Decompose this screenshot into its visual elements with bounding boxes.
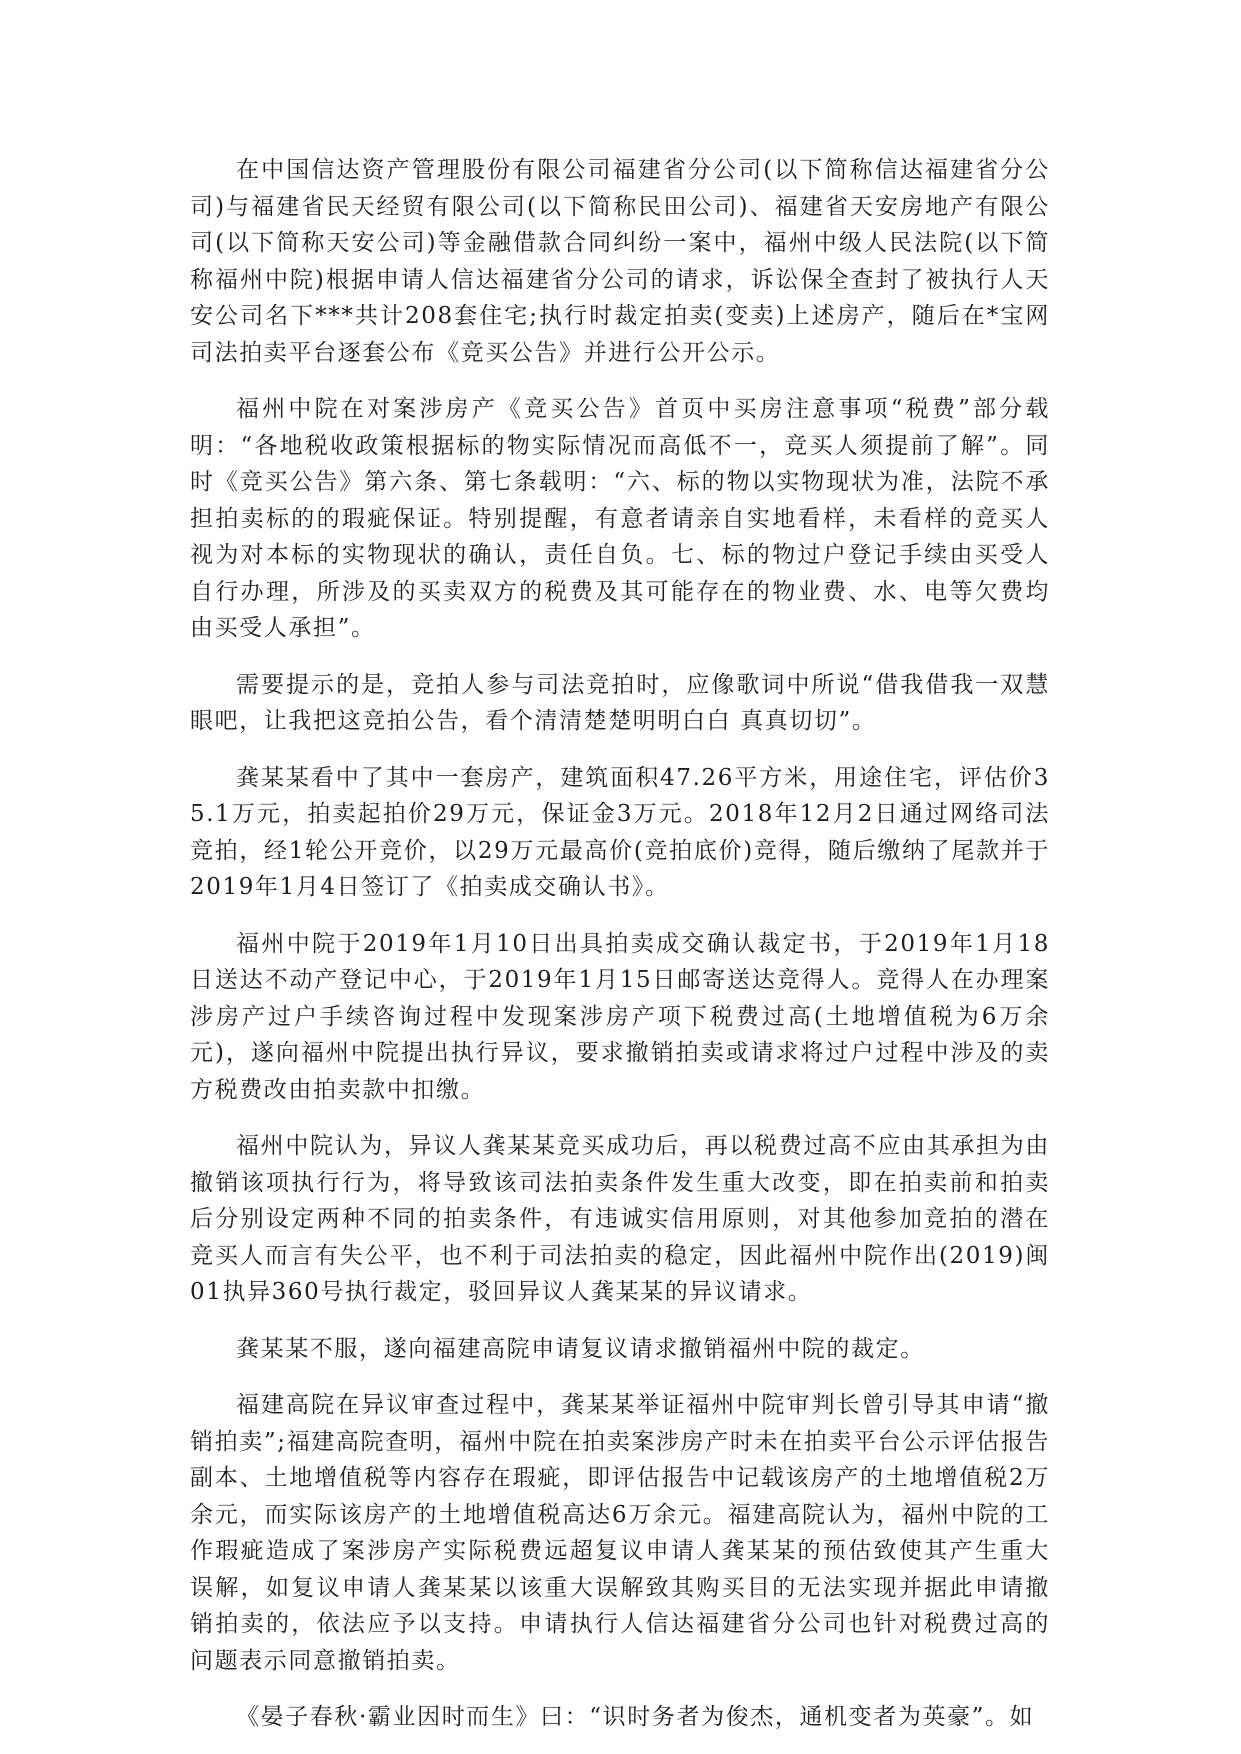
paragraph-high-court-review: 福建高院在异议审查过程中，龚某某举证福州中院审判长曾引导其申请“撤销拍卖”;福建高院查明，福州中院在拍卖案涉房产时未在拍卖平台公示评估报告副本、土地增值税等内容存在瑕疵，即评估报告中记载该房产的土地增值税2万余元，而实际该房产的土地增值税高达6万余元。福建高院认为，福州中院的工作瑕疵造成了案涉房产实际税费远超复议申请人龚某某的预估致使其产生重大误解，如复议申请人龚某某以该重大误解致其购买目的无法实现并据此申请撤销拍卖的，依法应予以支持。申请执行人信达福建省分公司也针对税费过高的问题表示同意撤销拍卖。 xyxy=(190,1392,1050,1674)
paragraph-objection: 福州中院于2019年1月10日出具拍卖成交确认裁定书，于2019年1月18日送达不动产登记中心，于2019年1月15日邮寄送达竞得人。竞得人在办理案涉房产过户手续咨询过程中发现案涉房产项下税费过高(土地增值税为6万余元)，遂向福州中院提出执行异议，要求撤销拍卖或请求将过户过程中涉及的卖方税费改由拍卖款中扣缴。 xyxy=(190,930,1050,1103)
article-body xyxy=(190,152,1050,1736)
paragraph-appeal: 龚某某不服，遂向福建高院申请复议请求撤销福州中院的裁定。 xyxy=(236,1335,925,1362)
paragraph-reminder: 需要提示的是，竞拍人参与司法竞拍时，应像歌词中所说“借我借我一双慧眼吧，让我把这竞拍公告，看个清清楚楚明明白白 真真切切”。 xyxy=(190,671,1050,734)
paragraph-purchase: 龚某某看中了其中一套房产，建筑面积47.26平方米，用途住宅，评估价35.1万元，拍卖起拍价29万元，保证金3万元。2018年12月2日通过网络司法竞拍，经1轮公开竞价，以29万元最高价(竞拍底价)竞得，随后缴纳了尾款并于2019年1月4日签订了《拍卖成交确认书》。 xyxy=(190,764,1050,900)
paragraph-intermediate-ruling: 福州中院认为，异议人龚某某竞买成功后，再以税费过高不应由其承担为由撤销该项执行行为，将导致该司法拍卖条件发生重大改变，即在拍卖前和拍卖后分别设定两种不同的拍卖条件，有违诚实信用原则，对其他参加竞拍的潜在竞买人而言有失公平，也不利于司法拍卖的稳定，因此福州中院作出(2019)闽01执异360号执行裁定，驳回异议人龚某某的异议请求。 xyxy=(190,1133,1050,1305)
paragraph-auction-notice: 福州中院在对案涉房产《竞买公告》首页中买房注意事项“税费”部分载明：“各地税收政策根据标的物实际情况而高低不一，竞买人须提前了解”。同时《竞买公告》第六条、第七条载明：“六、标的物以实物现状为准，法院不承担拍卖标的的瑕疵保证。特别提醒，有意者请亲自实地看样，未看样的竞买人视为对本标的实物现状的确认，责任自负。七、标的物过户登记手续由买受人自行办理，所涉及的买卖双方的税费及其可能存在的物业费、水、电等欠费均由买受人承担”。 xyxy=(190,396,1050,641)
paragraph-quote: 《晏子春秋·霸业因时而生》曰：“识时务者为俊杰，通机变者为英豪”。如 xyxy=(236,1704,1035,1730)
paragraph-case-background: 在中国信达资产管理股份有限公司福建省分公司(以下简称信达福建省分公司)与福建省民天经贸有限公司(以下简称民田公司)、福建省天安房地产有限公司(以下简称天安公司)等金融借款合同纠纷一案中，福州中级人民法院(以下简称福州中院)根据申请人信达福建省分公司的请求，诉讼保全查封了被执行人天安公司名下***共计208套住宅;执行时裁定拍卖(变卖)上述房产，随后在*宝网司法拍卖平台逐套公布《竞买公告》并进行公开公示。 xyxy=(190,157,1050,366)
